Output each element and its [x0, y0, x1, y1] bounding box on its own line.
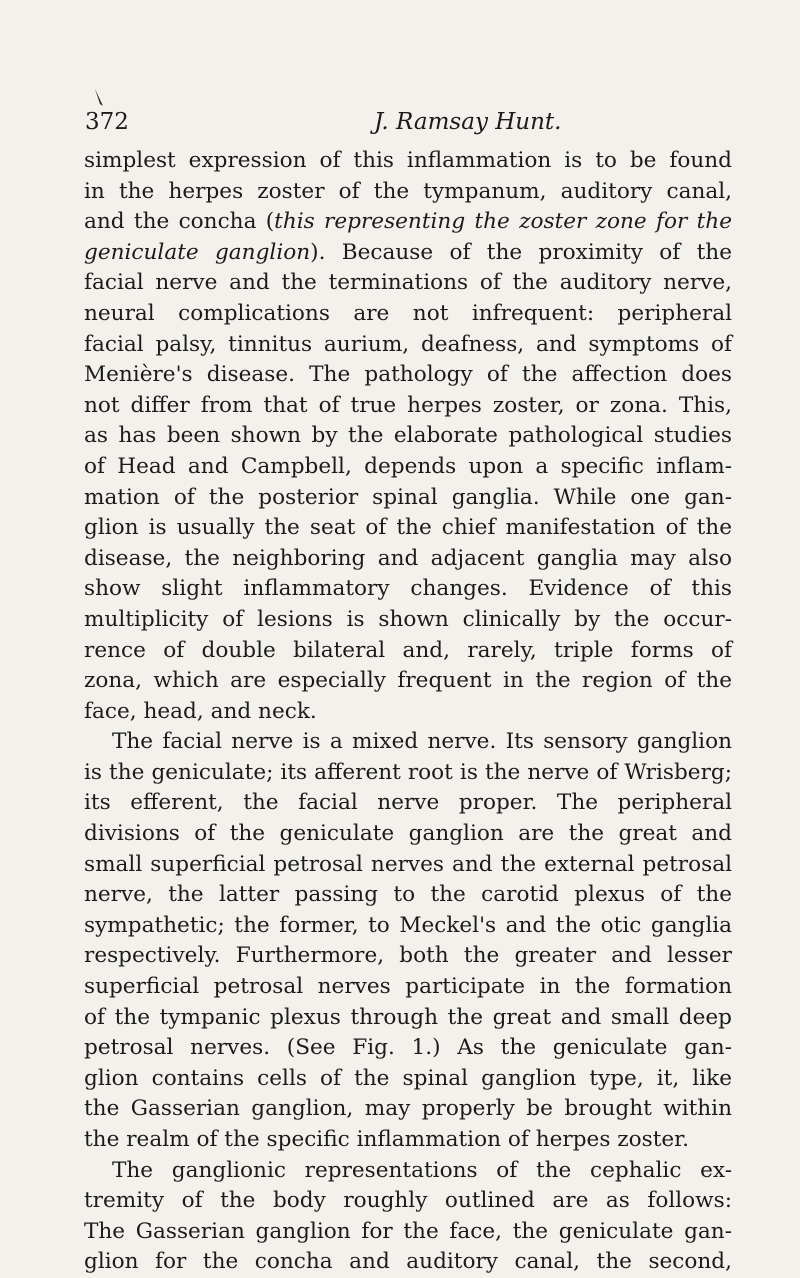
- italic-text: this representing the zoster zone for the: [274, 209, 732, 235]
- text-line: not differ from that of true herpes zoster, or zona. This,: [84, 392, 732, 418]
- text-line: glion contains cells of the spinal ganglion type, it, like: [84, 1065, 732, 1091]
- page-header: [85, 107, 725, 139]
- italic-text: geniculate ganglion: [84, 239, 311, 265]
- text-line: tremity of the body roughly outlined are as follows:: [84, 1188, 732, 1214]
- text-line: mation of the posterior spinal ganglia. While one gan-: [84, 484, 732, 510]
- text-line: facial nerve and the terminations of the auditory nerve,: [84, 270, 732, 296]
- text-line-segment: ). Because of the proximity of the: [310, 239, 732, 265]
- text-line: the Gasserian ganglion, may properly be brought within: [84, 1096, 732, 1122]
- text-line: disease, the neighboring and adjacent ganglia may also: [84, 545, 732, 571]
- text-line: glion is usually the seat of the chief manifestation of the: [84, 515, 732, 541]
- text-line: small superficial petrosal nerves and the external petrosal: [84, 851, 732, 877]
- text-line: neural complications are not infrequent: peripheral: [84, 300, 732, 326]
- text-line: superficial petrosal nerves participate in the formation: [84, 974, 732, 1000]
- text-line: is the geniculate; its afferent root is the nerve of Wrisberg;: [84, 759, 732, 785]
- text-line: in the herpes zoster of the tympanum, auditory canal,: [84, 178, 732, 204]
- text-line: The Gasserian ganglion for the face, the geniculate gan-: [84, 1218, 732, 1244]
- text-line: of Head and Campbell, depends upon a specific inflam-: [84, 453, 732, 479]
- text-line: sympathetic; the former, to Meckel's and the otic ganglia: [84, 912, 732, 938]
- text-line: [84, 207, 732, 238]
- text-line: divisions of the geniculate ganglion are the great and: [84, 821, 732, 847]
- text-line: its efferent, the facial nerve proper. The peripheral: [84, 790, 732, 816]
- text-line: petrosal nerves. (See Fig. 1.) As the geniculate gan-: [84, 1035, 732, 1061]
- text-line: glion for the concha and auditory canal, the second,: [84, 1249, 732, 1275]
- text-line: of the tympanic plexus through the great and small deep: [84, 1004, 732, 1030]
- text-line: facial palsy, tinnitus aurium, deafness, and symptoms of: [84, 331, 732, 357]
- text-line: as has been shown by the elaborate pathological studies: [84, 423, 732, 449]
- running-head: J. Ramsay Hunt.: [374, 109, 562, 135]
- text-line: show slight inflammatory changes. Evidence of this: [84, 576, 732, 602]
- text-line: zona, which are especially frequent in the region of the: [84, 668, 732, 694]
- text-line: simplest expression of this inflammation is to be found: [84, 148, 732, 173]
- text-line: nerve, the latter passing to the carotid plexus of the: [84, 882, 732, 908]
- text-line: respectively. Furthermore, both the greater and lesser: [84, 943, 732, 969]
- text-line-segment: and the concha (: [84, 209, 275, 235]
- text-line: The ganglionic representations of the cephalic ex-: [112, 1157, 732, 1183]
- text-line: face, head, and neck.: [84, 698, 317, 724]
- text-line: multiplicity of lesions is shown clinically by the occur-: [84, 606, 732, 632]
- text-line: the realm of the specific inflammation of herpes zoster.: [84, 1127, 689, 1152]
- text-line: rence of double bilateral and, rarely, triple forms of: [84, 637, 732, 663]
- body-text: [84, 146, 732, 1278]
- text-line: [84, 238, 732, 269]
- text-line: The facial nerve is a mixed nerve. Its sensory ganglion: [112, 729, 732, 755]
- text-line: Menière's disease. The pathology of the affection does: [84, 362, 732, 388]
- page-number: 372: [85, 109, 129, 135]
